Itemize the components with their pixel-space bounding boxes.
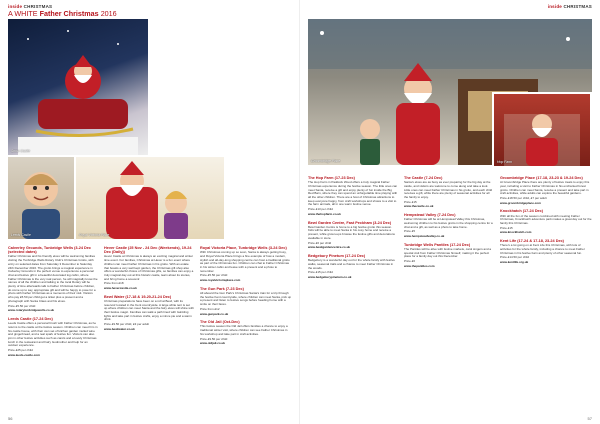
- listing-website-link[interactable]: www.bewlgardencentre.co.uk: [308, 245, 351, 250]
- listing-price: Price from £12: [200, 306, 220, 311]
- listing-price: Price £14.50 per child: [500, 255, 530, 260]
- page-number-right: 57: [587, 416, 592, 421]
- listing-website-link[interactable]: www.thecastle.co.uk: [404, 204, 434, 209]
- listing-website-link[interactable]: www.royalvictoriaplace.com: [200, 278, 241, 283]
- listing-body: With all the fun of the season combined with meeting Father Christmas, Knockhatch adventure park makes a great day out for the family this Christmas.: [500, 213, 592, 226]
- listing-body: The Hop Farm in Paddock Wood offers a truly magical Father Christmas experience during the festive season. The little ones can meet Santa, receive a gift and enjoy plenty of fun inside the Big Red Barn, where they can spend an unforgettable time playing with all the other children. There are a host of Christmas attractions to keep everyone happy, from craft workshops and shows to a visit to the farm animals, all in one warm festive venue.: [308, 180, 398, 207]
- listing-price: Price £6: [404, 259, 416, 264]
- runner-section: CHRISTMAS: [563, 4, 592, 9]
- listing-body: All aboard the Gun Park's Christmas Santa's train for a trip through the festive Kent countryside, where children can meet Santa, pick up a present and listen to festive songs before heading home with a smile on their faces.: [200, 291, 292, 307]
- listing-website-link[interactable]: www.hempsteadvalley.co.uk: [404, 234, 445, 239]
- photo-santa-sledge: [8, 19, 148, 155]
- listing-title: Kent Life (17-24 & 17-18, 23-24 Dec): [500, 239, 564, 244]
- listing-body: Father Christmas will be at Hempstead Valley this Christmas, welcoming children to his festive grotto in the shopping centre for a chat and a gift, as well as a photo to take home.: [404, 217, 493, 229]
- listing-price: Price £9.50 per child, £3 per adult: [104, 322, 149, 327]
- sledge-illustration: [8, 19, 148, 155]
- column-6: [500, 176, 592, 414]
- listing-title: Knockhatch (17-24 Dec): [500, 209, 544, 214]
- headline-suffix: 2016: [100, 9, 117, 18]
- listing-price: Price £9.50 per child: [200, 336, 228, 341]
- caption-sledge: Snow Castle: [11, 149, 31, 153]
- listing-bedgebury: [308, 254, 398, 280]
- photo-hop-farm: [492, 92, 592, 168]
- listing-price: Price £13 per child: [308, 207, 333, 212]
- listing-calverley: [8, 246, 98, 313]
- page-number-left: 56: [8, 416, 13, 421]
- listing-price: Price £25 per child: [8, 348, 33, 353]
- photo-boy: [8, 157, 74, 239]
- listing-body: Hever Castle at Christmas is always an exciting magical and winter time event. For families, Christmas at Hever is a fun event where children can meet Father Christmas in his grotto. With an estate that boasts a very well kept garden, the Christmas gift shop also offers a wonderful choice of Christmas gifts, so families can enjoy a truly magical day out at this historic castle, learn about its stories, and bring home a souvenir.: [104, 254, 194, 281]
- listing-bewl-water: [104, 295, 194, 332]
- listing-title: The Hop Farm (17-23 Dec): [308, 176, 355, 180]
- headline-title: Father Christmas: [39, 9, 99, 18]
- listing-title: Leeds Castle (17-24 Dec): [8, 316, 53, 321]
- santa-child-illustration: [76, 157, 224, 239]
- listing-website-link[interactable]: www.bedgeburypinetum.co.uk: [308, 274, 352, 279]
- listing-body: At Groombridge Place there are plenty of festive treats to enjoy this year, including a visit to Father Christmas in his enchanted forest grotto. Children can meet Santa, receive a present and take part in craft activities, while adults can explore the beautiful gardens.: [500, 180, 590, 196]
- listing-website-link[interactable]: www.gunpark.co.uk: [200, 311, 229, 316]
- listing-website-link[interactable]: www.kentlife.org.uk: [500, 260, 529, 265]
- boy-illustration: [8, 157, 74, 239]
- listing-website-link[interactable]: www.rotarytunbridgewells.co.uk: [8, 308, 55, 313]
- runner-brand: inside: [547, 4, 562, 9]
- headline-prefix: A WHITE: [8, 9, 38, 18]
- listing-website-link[interactable]: www.bewlwater.co.uk: [104, 326, 135, 331]
- photo-santa-child: [76, 157, 224, 239]
- caption-boy: Leeds Castle: [11, 233, 31, 237]
- caption-grotto: Groombridge Place: [311, 159, 341, 163]
- listing-body: Bewl Garden Centre is home to a big festive grotto this season. Kids will be able to meet Santa in his cosy home and receive a present, while grown-ups browse the festive gifts and decorations available in store.: [308, 224, 395, 240]
- column-2: [104, 246, 194, 414]
- column-5: [404, 176, 494, 414]
- listing-title: Bewl Garden Centre, Fast Peckham (3-24 Dec): [308, 220, 392, 225]
- listing-title: Bewl Water (17-18 & 19-20-21-24 Dec): [104, 294, 172, 299]
- listing-body: Santa's elves are as busy as ever preparing for the big day at the castle, and visitors are welcome to come along and take a look. Little ones can meet Father Christmas in his grotto, and each child receives a gift, while there are plenty of seasonal activities for all the family to enjoy.: [404, 180, 493, 200]
- listing-title: Tunbridge Wells Pantiles (17-24 Dec): [404, 242, 471, 247]
- listing-title: Groombridge Place (17-18, 23-23 & 19-24 Dec): [500, 176, 583, 180]
- listing-price: Price £15: [404, 199, 417, 204]
- listing-gun-park: [200, 287, 292, 316]
- listing-pantiles: [404, 243, 494, 269]
- runner-brand: inside: [8, 4, 23, 9]
- listing-title: The Castle (7-24 Dec): [404, 176, 443, 180]
- listing-price: Price £5.50 per child: [8, 303, 36, 308]
- caption-hop-farm: Hop Farm: [497, 160, 513, 164]
- listing-hop-farm: [308, 176, 398, 217]
- listing-body: With Christmas coming up so soon, Santa is always getting busy, and Royal Victoria Place brings a fine example of how a modern, stylish and all-day-long shopping centre can host a traditional grotto as part of the Christmas fun. Children can chat to Father Christmas in his winter cabin and leave with a present and a photo to remember.: [200, 250, 290, 273]
- listing-title: Hever Castle (25 Nov - 24 Dec (Weekends), 19-24 Dec (Daily)): [104, 246, 192, 255]
- listing-title: Royal Victoria Place, Tunbridge Wells (3-24 Dec): [200, 246, 287, 250]
- listing-body: There's a lot going on at Kent Life this Christmas, with lots of activities for the whole family, including a chance to meet Father Christmas in his festive barn and plenty of other seasonal fun.: [500, 243, 585, 255]
- listing-title: Bedgebury Pinetum (17-24 Dec): [308, 253, 366, 258]
- listing-website-link[interactable]: www.groombridgeplace.com: [500, 200, 541, 205]
- listing-old-jail: [200, 320, 292, 346]
- listing-hever-castle: [104, 246, 194, 291]
- listing-website-link[interactable]: www.thehopfarm.co.uk: [308, 211, 341, 216]
- listing-body: Father Christmas and his friendly elves will be welcoming families visiting the Tunbridge Wells Rotary Club's Christmas Grotto, with entry on selected dates from Saturday 3 December to Saturday 24th December 2016. The grotto brings a magical experience in Calverley Grounds in the perfect venue to experience a personal chat and festive gift in a beautiful decorated log cabin, where Father Christmas is the very real person, he will magically know the names of all the children and talking to the local Rotary will be plenty of time afterwards talk to Father Christmas before children, do come up to say, appropriate gift and will be happy to pose for a photo with Father Christmas as a memento of their visit. Visitors who pay £5.50 per child get a ticket plus a present and a photograph with Santa Claus and his elves.: [8, 254, 98, 303]
- listing-website-link[interactable]: www.hevercastle.co.uk: [104, 286, 137, 291]
- hop-farm-illustration: [494, 94, 590, 166]
- listing-kent-life: [500, 239, 592, 265]
- listing-price: Price £5: [404, 229, 416, 234]
- listing-price: Price £18.50 per child, £7 per adult: [500, 196, 547, 201]
- listing-title: Calverley Grounds, Tunbridge Wells (3-24 Dec (selected dates): [8, 246, 91, 255]
- listing-website-link[interactable]: www.oldjail.co.uk: [200, 341, 226, 346]
- right-page: [300, 0, 600, 424]
- listing-hempstead-valley: [404, 213, 494, 239]
- listing-title: The Gun Park (7-23 Dec): [200, 286, 244, 291]
- listing-price: Price £6 per child: [308, 240, 332, 245]
- listing-price: Price from £18: [104, 281, 124, 286]
- listing-website-link[interactable]: www.leeds-castle.com: [8, 352, 40, 357]
- listing-website-link[interactable]: www.thepantiles.com: [404, 263, 435, 268]
- listing-body: Leeds Castle offers a personal brush with Father Christmas, as he returns to the castle at the festive season. Children can meet him in his castle house, with their own set of kitchen garden mulled wine and gingerbread, and a real spark of festive fun. Visitors can also join in other festive activities such as carols and a lovely Christmas lunch in the restaurant and Fairy Godmother and help for an outdoor experience.: [8, 321, 98, 348]
- column-3: [200, 246, 292, 414]
- listing-title: The Old Jail (Oct-Dec): [200, 320, 240, 325]
- listing-body: Bedgebury is a wonderful day out for the whole family with festive walks, seasonal trails and a chance to meet Father Christmas in the woods.: [308, 258, 395, 270]
- listing-price: Price £15: [500, 225, 513, 230]
- listing-price: Price £5.50 per child: [200, 273, 228, 278]
- runner-section: CHRISTMAS: [23, 4, 53, 9]
- listing-body: The Pantiles will be alive with festive markets, carol singers and a special visit from Father Christmas himself, making it the perfect place for a family day out this December.: [404, 247, 492, 259]
- column-4: [308, 176, 398, 414]
- listing-website-link[interactable]: www.knockhatch.com: [500, 230, 532, 235]
- caption-santa-child: Royal Victoria Place: [79, 233, 110, 237]
- listing-groombridge: [500, 176, 592, 205]
- listing-body: This festive season the Old Jail offers families a chance to enjoy a traditional winter visit, where children can see Father Christmas in his workshop and take part in craft activities.: [200, 324, 288, 336]
- listing-leeds-castle: [8, 317, 98, 358]
- listing-body: Christmas preparations have been on a roll at Bewl, with its reservoir located in the Kent countryside. A large white tent is set up where children can meet Santa and the fairy elves will shine with their festive magic. Families can walk a path lined with twinkling lights and take part in festive crafts, enjoy a mince pie and a warm drink.: [104, 298, 194, 322]
- running-head-right: [548, 4, 592, 9]
- listing-the-castle: [404, 176, 494, 209]
- listing-bewl-garden-centre: [308, 221, 398, 250]
- article-headline: [8, 9, 117, 18]
- listing-title: Hempstead Valley (7-24 Dec): [404, 213, 456, 218]
- listing-royal-victoria-place: [200, 246, 292, 283]
- listing-knockhatch: [500, 209, 592, 235]
- column-1: [8, 246, 98, 414]
- listing-price: Price £15 per child: [308, 270, 333, 275]
